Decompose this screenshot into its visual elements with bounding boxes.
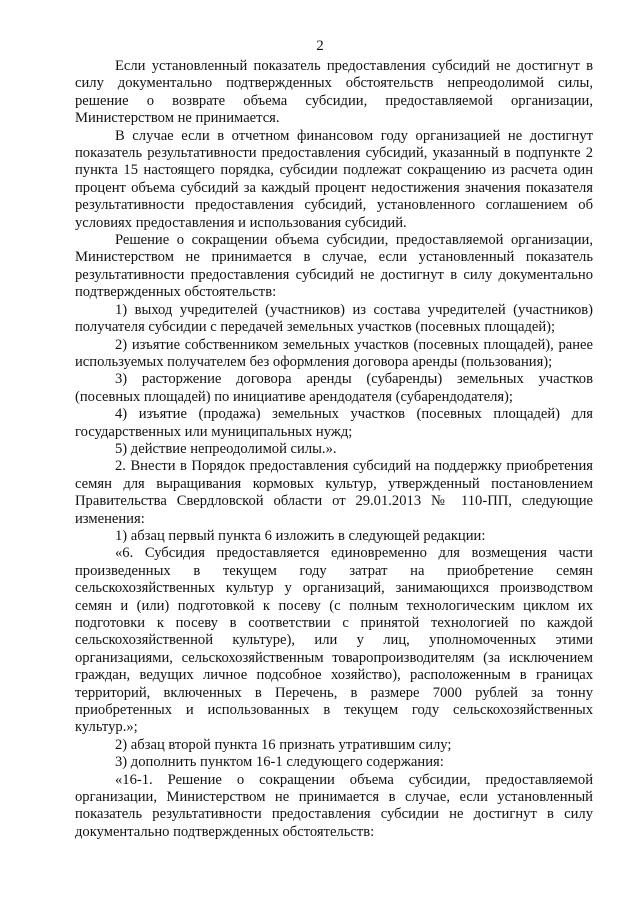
page-number: 2 (316, 38, 324, 54)
list-item: 3) расторжение договора аренды (субаренды) земельных участков (посевных площадей) по инициативе арендодателя (субарендодателя); (75, 371, 593, 405)
quoted-paragraph: «6. Субсидия предоставляется единовременно для возмещения части произведенных в текущем году затрат на приобретение семян сельскохозяйственных культур у организаций, занимающихся производством семян и (или) подготовкой к посеву (с полным технологическим циклом их подготовки к посеву в соответствии с принятой технологией по каждой сельскохозяйственной культуре), или у лиц, уполномоченных этими организациями, сельскохозяйственным товаропроизводителям (за исключением граждан, ведущих личное подсобное хозяйство), расположенным в границах территорий, включенных в Перечень, в размере 7000 рублей за тонну приобретенных и использованных в текущем году сельскохозяйственных культур.»; (75, 545, 593, 736)
paragraph: В случае если в отчетном финансовом году организацией не достигнут показатель результативности предоставления субсидий, указанный в подпункте 2 пункта 15 настоящего порядка, субсидии подлежат сокращению из расчета один процент объема субсидий за каждый процент недостижения значения показателя результативности предоставления субсидий, установленного соглашением об условиях предоставления и использования субсидий. (75, 127, 593, 231)
list-item: 1) выход учредителей (участников) из состава учредителей (участников) получателя субсидии с передачей земельных участков (посевных площадей); (75, 301, 593, 336)
list-item: 2) абзац второй пункта 16 признать утратившим силу; (115, 736, 452, 753)
list-item: 3) дополнить пунктом 16-1 следующего содержания: (115, 754, 444, 771)
list-item: 5) действие непреодолимой силы.». (115, 440, 337, 457)
paragraph: Если установленный показатель предоставления субсидий не достигнут в силу документально подтвержденных обстоятельств непреодолимой силы, решение о возврате объема субсидии, предоставляемой организации, Министерством не принимается. (75, 58, 593, 127)
paragraph: Решение о сокращении объема субсидии, предоставляемой организации, Министерством не принимается в случае, если установленный показатель результативности предоставления субсидий не достигнут в силу документально подтвержденных обстоятельств: (75, 232, 593, 301)
list-item: 4) изъятие (продажа) земельных участков (посевных площадей) для государственных или муниципальных нужд; (75, 406, 593, 440)
paragraph: 2. Внести в Порядок предоставления субсидий на поддержку приобретения семян для выращивания кормовых культур, утвержденный постановлением Правительства Свердловской области от 29.01.2013 № 110-ПП, следующие изменения: (75, 458, 593, 527)
list-item: 2) изъятие собственником земельных участков (посевных площадей), ранее используемых получателем без оформления договора аренды (пользования); (75, 336, 593, 370)
document-body (75, 58, 593, 841)
quoted-paragraph: «16-1. Решение о сокращении объема субсидии, предоставляемой организации, Министерством не принимается в случае, если установленный показатель результативности предоставления субсидии не достигнут в силу документально подтвержденных обстоятельств: (75, 771, 593, 840)
list-item: 1) абзац первый пункта 6 изложить в следующей редакции: (115, 527, 486, 544)
